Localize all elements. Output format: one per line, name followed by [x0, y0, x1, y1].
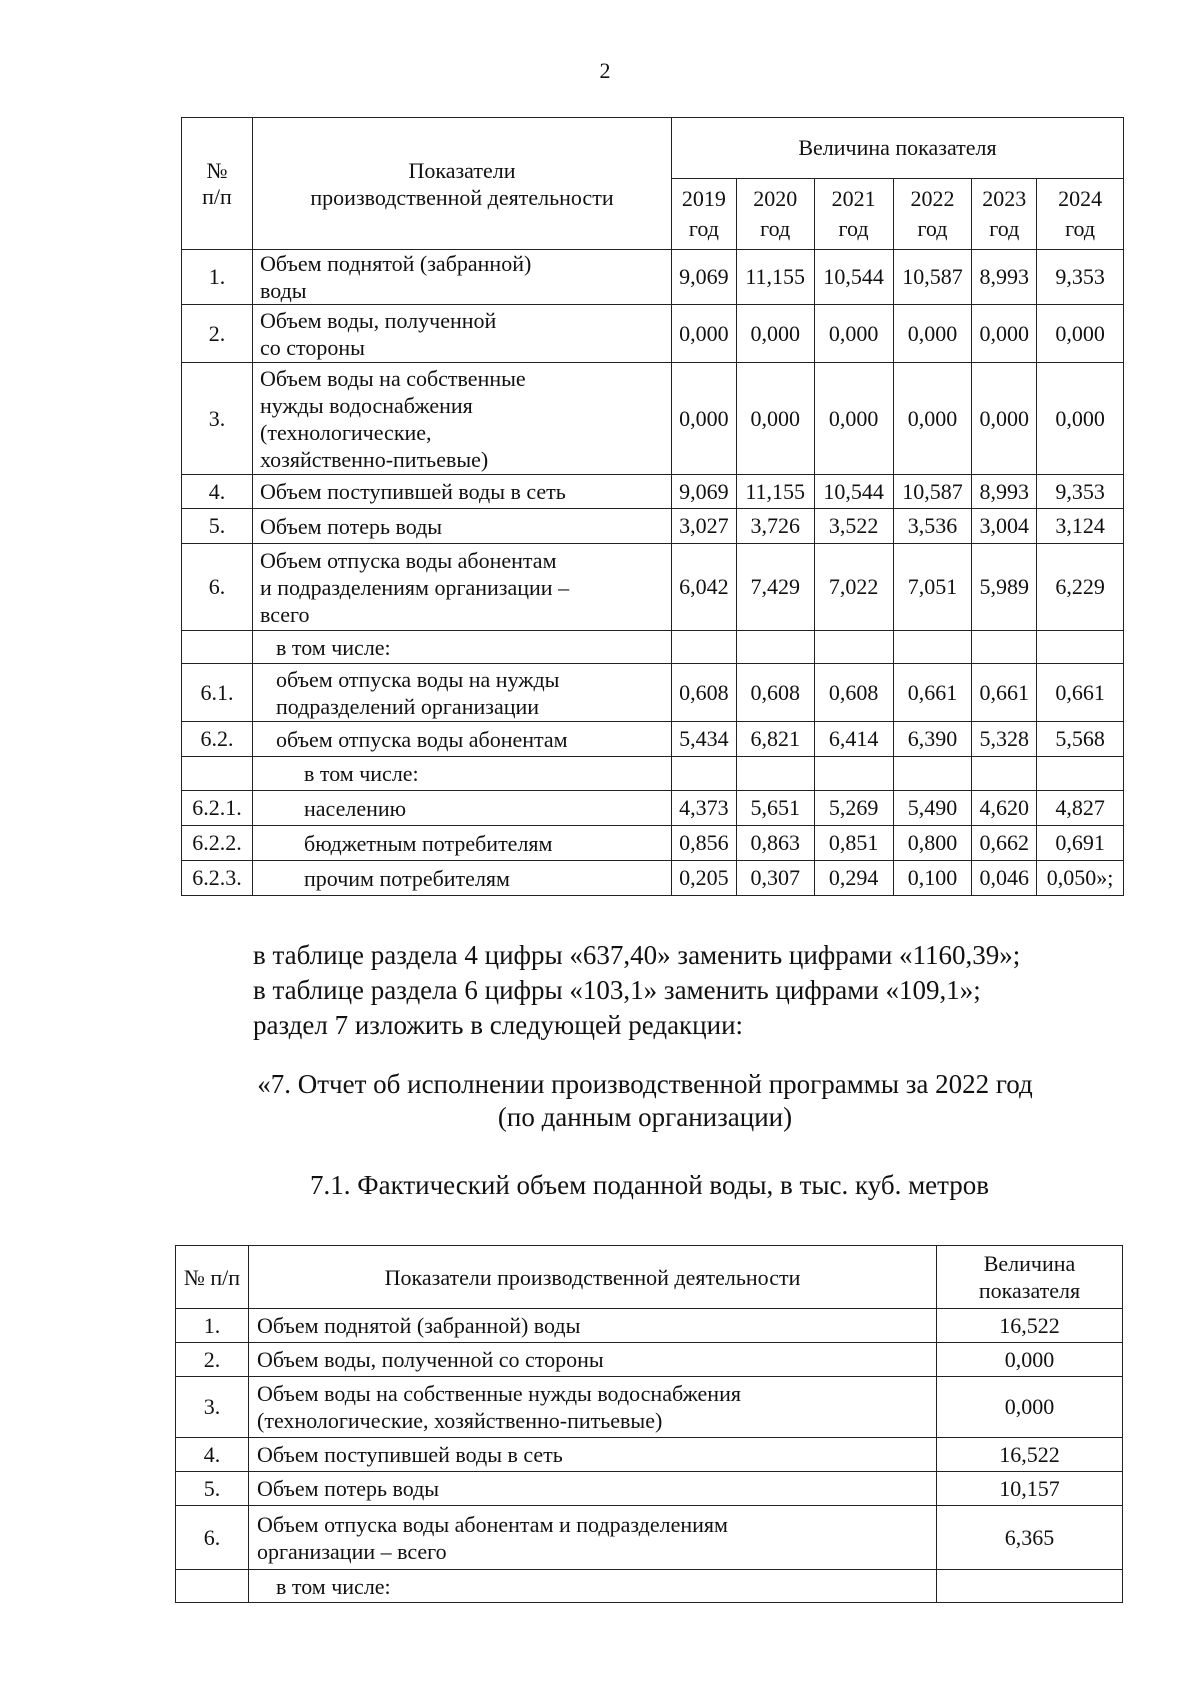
row-value: 0,294 [814, 861, 893, 896]
row-value: 0,691 [1037, 826, 1124, 861]
row-value: 3,124 [1037, 509, 1124, 544]
row-value: 0,856 [672, 826, 737, 861]
row-num: 6. [182, 544, 253, 631]
row-name [253, 250, 672, 305]
header-year [972, 179, 1037, 250]
row-value: 16,522 [937, 1438, 1123, 1472]
amendment-text [253, 938, 1153, 1043]
cell-line: год [1065, 216, 1096, 241]
cell-line: показателя [978, 1278, 1081, 1303]
table-row [182, 757, 1124, 791]
row-value [937, 1570, 1123, 1603]
row-value [972, 631, 1037, 664]
table-row [182, 631, 1124, 664]
row-value: 0,608 [814, 664, 893, 722]
row-value [672, 631, 737, 664]
row-name [249, 1506, 937, 1570]
row-value [1037, 757, 1124, 791]
row-num: 5. [182, 509, 253, 544]
cell-line: год [917, 216, 948, 241]
header-num [182, 118, 253, 250]
row-name [249, 1377, 937, 1438]
header-year [893, 179, 972, 250]
cell-line: 2021 [831, 186, 876, 211]
page-number: 2 [599, 58, 611, 83]
header-row [176, 1246, 1123, 1309]
header-year [672, 179, 737, 250]
table-row [182, 250, 1124, 305]
row-value: 5,651 [736, 791, 814, 826]
row-name [253, 475, 672, 509]
cell-line: в том числе: [276, 1573, 391, 1599]
row-value [814, 757, 893, 791]
row-value: 7,429 [736, 544, 814, 631]
cell-line: в том числе: [276, 634, 391, 660]
cell-line: нужды водоснабжения [260, 392, 473, 418]
row-value [736, 631, 814, 664]
cell-line: и подразделениям организации – [260, 574, 570, 600]
row-num: 3. [176, 1377, 249, 1438]
row-value: 9,069 [672, 250, 737, 305]
production-indicators-table [181, 117, 1124, 896]
cell-line: Показатели [408, 157, 516, 183]
row-value: 0,000 [736, 363, 814, 475]
cell-line: в том числе: [304, 761, 419, 786]
row-value: 0,800 [893, 826, 972, 861]
row-name [253, 363, 672, 475]
cell-line: Объем отпуска воды абонентам [260, 547, 557, 573]
row-num: 1. [182, 250, 253, 305]
cell-line: 2023 [982, 186, 1027, 211]
cell-line: (технологические, хозяйственно-питьевые) [257, 1408, 663, 1433]
row-name [253, 305, 672, 363]
row-value: 3,004 [972, 509, 1037, 544]
row-value: 0,000 [893, 363, 972, 475]
row-num: 6.2.3. [182, 861, 253, 896]
row-value: 6,365 [937, 1506, 1123, 1570]
row-value: 0,205 [672, 861, 737, 896]
table-row [182, 861, 1124, 896]
cell-line: Объем поднятой (забранной) воды [257, 1313, 581, 1338]
cell-line: Объем отпуска воды абонентам и подразделениям [257, 1511, 728, 1537]
row-value: 8,993 [972, 250, 1037, 305]
row-value: 9,069 [672, 475, 737, 509]
cell-line: Объем поступившей воды в сеть [260, 479, 566, 504]
row-name [253, 791, 672, 826]
row-value: 0,000 [972, 363, 1037, 475]
row-value: 0,661 [972, 664, 1037, 722]
row-value: 0,661 [893, 664, 972, 722]
cell-line: всего [260, 601, 310, 627]
row-value: 0,000 [937, 1343, 1123, 1377]
row-num: 2. [182, 305, 253, 363]
row-value: 0,000 [814, 305, 893, 363]
row-value: 0,000 [893, 305, 972, 363]
cell-line: объем отпуска воды абонентам [276, 726, 568, 752]
text-line: в таблице раздела 6 цифры «103,1» заменить цифрами «109,1»; [253, 975, 981, 1005]
table-row [176, 1377, 1123, 1438]
row-value: 6,390 [893, 722, 972, 757]
cell-line: Объем воды, полученной со стороны [257, 1347, 604, 1372]
cell-line: 2024 [1058, 186, 1103, 211]
header-year [736, 179, 814, 250]
table-row [182, 722, 1124, 757]
row-value [972, 757, 1037, 791]
cell-line: год [838, 216, 869, 241]
row-name [253, 509, 672, 544]
row-value: 0,000 [672, 305, 737, 363]
cell-line: 2019 [681, 186, 726, 211]
row-name [253, 544, 672, 631]
row-name [249, 1309, 937, 1343]
cell-line: п/п [202, 183, 232, 209]
row-value [893, 757, 972, 791]
header-year [814, 179, 893, 250]
row-value: 10,587 [893, 250, 972, 305]
row-num: 6. [176, 1506, 249, 1570]
text-line: в таблице раздела 4 цифры «637,40» заменить цифрами «1160,39»; [253, 940, 1021, 970]
row-value: 8,993 [972, 475, 1037, 509]
row-value [1037, 631, 1124, 664]
cell-line: Объем воды, полученной [260, 307, 497, 333]
cell-line: бюджетным потребителям [304, 830, 553, 856]
row-num [182, 757, 253, 791]
row-value: 0,608 [672, 664, 737, 722]
cell-line: производственной деятельности [310, 184, 614, 210]
cell-line: Объем поднятой (забранной) [260, 251, 532, 276]
row-name [249, 1472, 937, 1506]
row-value: 0,661 [1037, 664, 1124, 722]
row-value: 0,050»; [1037, 861, 1124, 896]
cell-line: 2020 [753, 186, 798, 211]
table-row [182, 791, 1124, 826]
row-name [249, 1438, 937, 1472]
row-num: 5. [176, 1472, 249, 1506]
row-value [672, 757, 737, 791]
row-value [736, 757, 814, 791]
row-name [249, 1570, 937, 1603]
cell-line: подразделений организации [276, 693, 540, 719]
row-num: 6.2.2. [182, 826, 253, 861]
row-num: 6.2.1. [182, 791, 253, 826]
row-num: 4. [176, 1438, 249, 1472]
cell-line: Объем воды на собственные нужды водоснабжения [257, 1381, 741, 1406]
table-row [182, 363, 1124, 475]
cell-line: (технологические, [260, 419, 432, 445]
row-value: 7,022 [814, 544, 893, 631]
table-row [176, 1506, 1123, 1570]
row-value: 3,536 [893, 509, 972, 544]
cell-line: прочим потребителям [304, 865, 510, 891]
row-value: 5,568 [1037, 722, 1124, 757]
cell-line: организации – всего [257, 1538, 447, 1564]
row-value: 10,587 [893, 475, 972, 509]
header-row [182, 118, 1124, 179]
text-line: раздел 7 изложить в следующей редакции: [253, 1010, 744, 1040]
row-value: 6,229 [1037, 544, 1124, 631]
cell-line: со стороны [260, 334, 365, 360]
header-year [1037, 179, 1124, 250]
table1-body [182, 118, 1124, 896]
row-name [253, 861, 672, 896]
row-value: 6,042 [672, 544, 737, 631]
cell-line: Объем воды на собственные [260, 365, 526, 391]
row-value: 0,000 [672, 363, 737, 475]
row-value: 0,000 [814, 363, 893, 475]
row-value: 7,051 [893, 544, 972, 631]
table-row [182, 826, 1124, 861]
row-value: 0,000 [937, 1377, 1123, 1438]
table-row [176, 1472, 1123, 1506]
row-value: 0,307 [736, 861, 814, 896]
row-num: 6.1. [182, 664, 253, 722]
row-value: 16,522 [937, 1309, 1123, 1343]
row-value: 5,269 [814, 791, 893, 826]
row-value: 0,000 [1037, 363, 1124, 475]
cell-line: воды [260, 278, 307, 303]
row-value: 0,000 [736, 305, 814, 363]
cell-line: год [989, 216, 1020, 241]
row-num: 3. [182, 363, 253, 475]
row-name [253, 757, 672, 791]
cell-line: Величина [983, 1251, 1076, 1276]
row-value: 4,620 [972, 791, 1037, 826]
row-num: 2. [176, 1343, 249, 1377]
row-num [176, 1570, 249, 1603]
subsection-title: 7.1. Фактический объем поданной воды, в тыс. куб. метров [310, 1170, 990, 1200]
table-row [176, 1438, 1123, 1472]
cell-line: объем отпуска воды на нужды [276, 666, 560, 692]
header-name [253, 118, 672, 250]
row-value: 3,522 [814, 509, 893, 544]
row-value: 10,544 [814, 475, 893, 509]
row-value: 0,000 [972, 305, 1037, 363]
row-name [253, 664, 672, 722]
row-value: 11,155 [736, 475, 814, 509]
header-value [937, 1246, 1123, 1309]
cell-line: хозяйственно-питьевые) [260, 446, 489, 472]
row-name [253, 722, 672, 757]
row-value: 3,027 [672, 509, 737, 544]
header-value: Величина показателя [672, 118, 1124, 179]
row-value: 11,155 [736, 250, 814, 305]
section-title-line: «7. Отчет об исполнении производственной программы за 2022 год [257, 1069, 1033, 1099]
cell-line: год [688, 216, 719, 241]
row-num: 6.2. [182, 722, 253, 757]
row-value: 9,353 [1037, 250, 1124, 305]
row-name [253, 826, 672, 861]
table-row [182, 475, 1124, 509]
table-row [182, 544, 1124, 631]
row-value: 0,000 [1037, 305, 1124, 363]
row-value: 6,414 [814, 722, 893, 757]
table-row [182, 509, 1124, 544]
row-value: 5,434 [672, 722, 737, 757]
cell-line: год [760, 216, 791, 241]
row-value: 10,544 [814, 250, 893, 305]
row-num: 4. [182, 475, 253, 509]
cell-line: № [206, 157, 228, 183]
row-value: 5,989 [972, 544, 1037, 631]
cell-line: Объем поступившей воды в сеть [257, 1442, 563, 1467]
row-num [182, 631, 253, 664]
row-num: 1. [176, 1309, 249, 1343]
row-value: 0,046 [972, 861, 1037, 896]
row-value [814, 631, 893, 664]
row-name [253, 631, 672, 664]
table-row [176, 1343, 1123, 1377]
header-name: Показатели производственной деятельности [249, 1246, 937, 1309]
row-value: 4,373 [672, 791, 737, 826]
row-value [893, 631, 972, 664]
table-row [182, 664, 1124, 722]
row-value: 6,821 [736, 722, 814, 757]
header-num: № п/п [176, 1246, 249, 1309]
row-value: 10,157 [937, 1472, 1123, 1506]
table2-body [176, 1246, 1123, 1603]
row-value: 0,863 [736, 826, 814, 861]
table-row [176, 1570, 1123, 1603]
section-title [150, 1068, 1140, 1134]
cell-line: 2022 [910, 186, 955, 211]
section-title-line: (по данным организации) [497, 1102, 793, 1132]
row-value: 0,100 [893, 861, 972, 896]
row-value: 3,726 [736, 509, 814, 544]
row-name [249, 1343, 937, 1377]
row-value: 0,851 [814, 826, 893, 861]
row-value: 0,608 [736, 664, 814, 722]
table-row [176, 1309, 1123, 1343]
row-value: 5,328 [972, 722, 1037, 757]
row-value: 4,827 [1037, 791, 1124, 826]
cell-line: населению [304, 795, 407, 821]
cell-line: Объем потерь воды [260, 513, 443, 539]
row-value: 0,662 [972, 826, 1037, 861]
row-value: 5,490 [893, 791, 972, 826]
report-indicators-table [175, 1245, 1123, 1603]
row-value: 9,353 [1037, 475, 1124, 509]
table-row [182, 305, 1124, 363]
cell-line: Объем потерь воды [257, 1476, 440, 1501]
